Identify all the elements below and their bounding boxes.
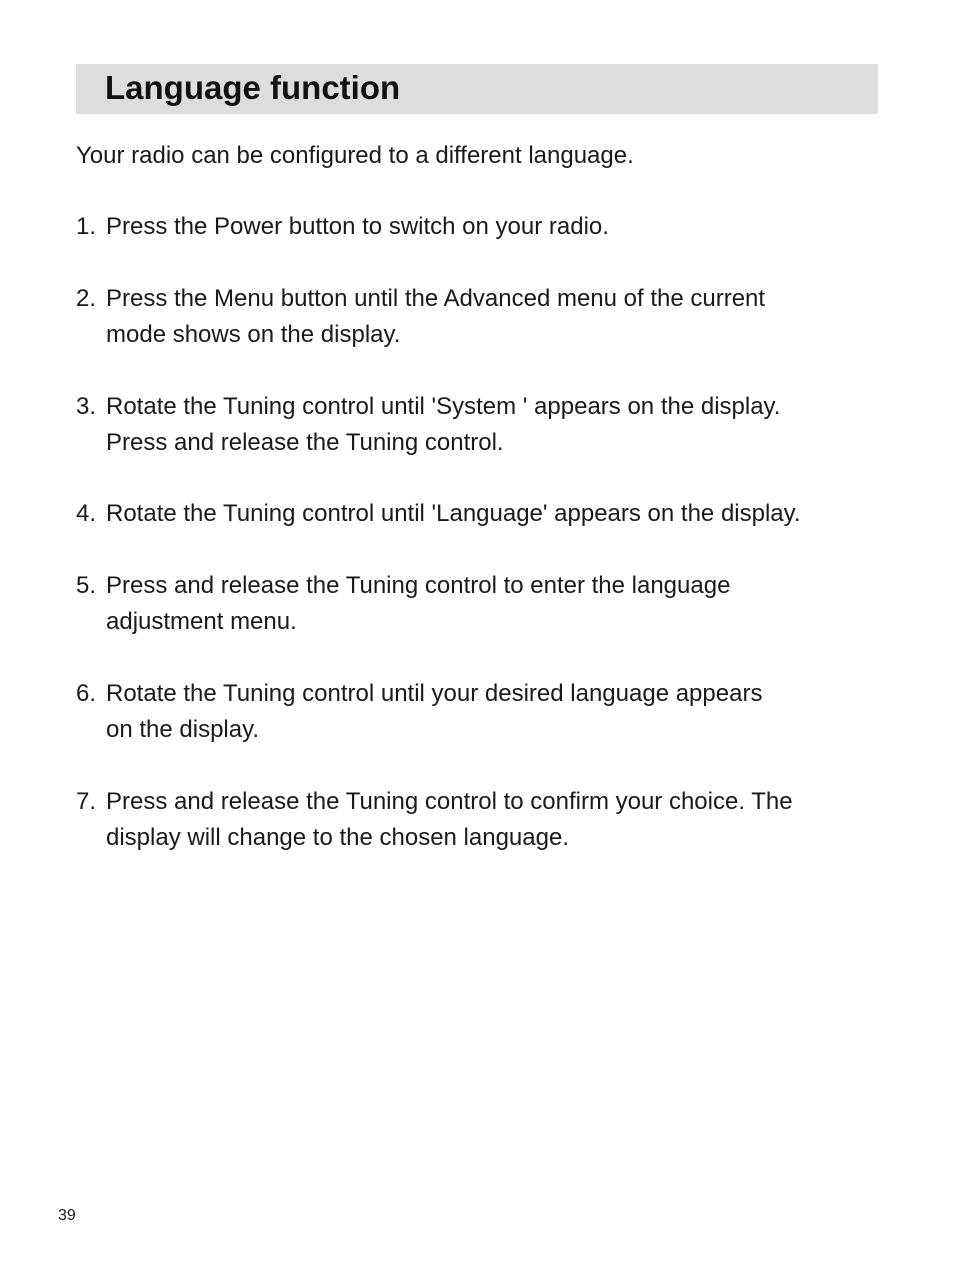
step-6: [76, 676, 886, 748]
step-line: Press and release the Tuning control to confirm your choice. The: [106, 788, 793, 815]
page-number: 39: [58, 1207, 76, 1224]
step-line: Rotate the Tuning control until 'System ' appears on the display.: [106, 393, 781, 420]
step-line: Press the Menu button until the Advanced menu of the current: [106, 285, 766, 312]
intro-paragraph: Your radio can be configured to a different language.: [76, 142, 634, 169]
step-number: 6.: [76, 680, 97, 707]
step-line: Rotate the Tuning control until 'Language' appears on the display.: [106, 500, 801, 527]
step-line: Press the Power button to switch on your radio.: [106, 213, 609, 240]
step-line: adjustment menu.: [106, 608, 297, 635]
step-line: on the display.: [106, 716, 259, 743]
step-line: Rotate the Tuning control until your desired language appears: [106, 680, 763, 707]
step-number: 5.: [76, 572, 97, 599]
step-2: [76, 281, 886, 353]
step-text: [106, 676, 886, 748]
step-number: 1.: [76, 213, 97, 240]
section-title-bar: [76, 64, 878, 114]
step-text: [106, 784, 886, 856]
step-line: display will change to the chosen language.: [106, 824, 569, 851]
step-3: [76, 389, 886, 461]
step-5: [76, 568, 886, 640]
step-number: 3.: [76, 393, 97, 420]
step-1: [76, 209, 886, 245]
step-text: [106, 389, 886, 461]
step-text: [106, 281, 886, 353]
step-text: [106, 568, 886, 640]
step-number: 2.: [76, 285, 97, 312]
step-number: 7.: [76, 788, 97, 815]
step-text: [106, 209, 886, 245]
step-number: 4.: [76, 500, 97, 527]
step-line: Press and release the Tuning control.: [106, 429, 504, 456]
step-7: [76, 784, 886, 856]
step-line: mode shows on the display.: [106, 321, 401, 348]
section-title: Language function: [105, 69, 401, 106]
step-4: [76, 496, 886, 532]
step-text: [106, 496, 886, 532]
step-line: Press and release the Tuning control to enter the language: [106, 572, 731, 599]
